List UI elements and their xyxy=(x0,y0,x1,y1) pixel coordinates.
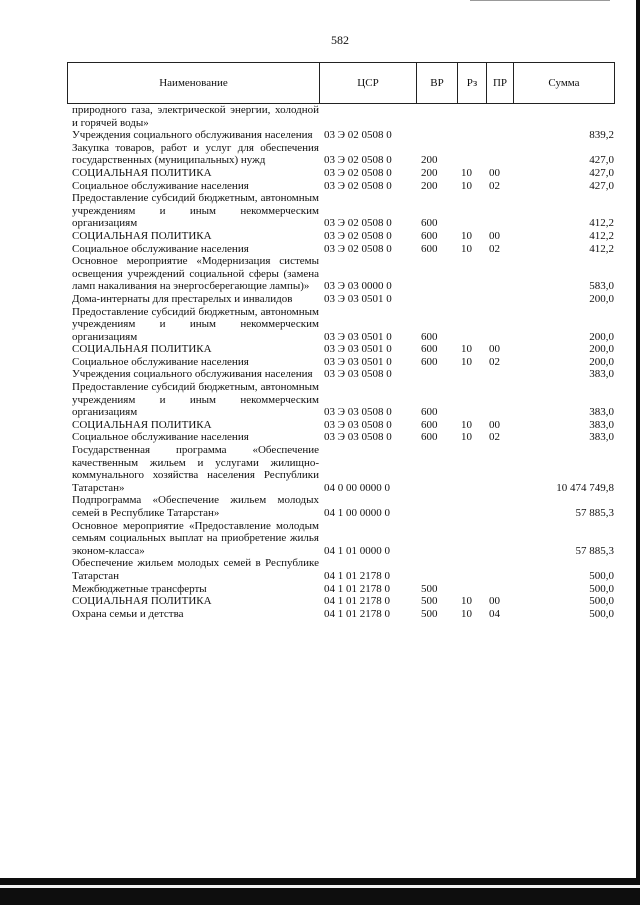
cell-vr xyxy=(416,293,457,306)
cell-rz xyxy=(457,192,486,230)
cell-sum: 839,2 xyxy=(589,129,614,142)
cell-rz xyxy=(457,104,486,129)
cell-sum: 57 885,3 xyxy=(575,544,614,557)
cell-csr: 04 1 01 2178 0 xyxy=(324,569,390,582)
table-header xyxy=(67,62,615,104)
cell-rz xyxy=(457,520,486,558)
cell-csr: 04 0 00 0000 0 xyxy=(324,481,390,494)
cell-vr xyxy=(416,368,457,381)
cell-sum: 383,0 xyxy=(589,406,614,419)
cell-pr: 02 xyxy=(489,355,500,368)
cell-sum xyxy=(513,104,614,129)
cell-vr: 600 xyxy=(421,229,438,242)
cell-vr: 200 xyxy=(421,179,438,192)
cell-sum: 200,0 xyxy=(589,292,614,305)
cell-pr: 02 xyxy=(489,242,500,255)
cell-name: Дома-интернаты для престарелых и инвалидов xyxy=(72,292,293,305)
cell-vr: 600 xyxy=(421,343,438,356)
cell-name: СОЦИАЛЬНАЯ ПОЛИТИКА xyxy=(72,595,212,608)
cell-pr xyxy=(486,104,513,129)
cell-rz xyxy=(457,557,486,582)
cell-name: Предоставление субсидий бюджетным, автономным учреждениям и иным некоммерческим организациям xyxy=(72,192,319,230)
cell-vr xyxy=(416,129,457,142)
cell-sum: 383,0 xyxy=(589,368,614,381)
cell-name: СОЦИАЛЬНАЯ ПОЛИТИКА xyxy=(72,229,212,242)
cell-sum: 200,0 xyxy=(589,343,614,356)
cell-csr: 03 Э 02 0508 0 xyxy=(324,217,392,230)
cell-sum: 427,0 xyxy=(589,166,614,179)
table-row xyxy=(67,520,614,558)
cell-pr: 00 xyxy=(489,343,500,356)
cell-sum: 500,0 xyxy=(589,582,614,595)
cell-rz: 10 xyxy=(461,343,472,356)
cell-vr xyxy=(416,520,457,558)
cell-name: СОЦИАЛЬНАЯ ПОЛИТИКА xyxy=(72,418,212,431)
table-row xyxy=(67,180,614,193)
cell-csr: 03 Э 02 0508 0 xyxy=(324,166,392,179)
cell-rz xyxy=(457,381,486,419)
cell-csr: 04 1 00 0000 0 xyxy=(324,507,390,519)
table-row xyxy=(67,431,614,444)
cell-vr: 600 xyxy=(421,406,438,419)
cell-name: Подпрограмма «Обеспечение жильем молодых семей в Республике Татарстан» xyxy=(72,494,319,519)
cell-name: Социальное обслуживание населения xyxy=(72,179,249,192)
cell-rz xyxy=(457,129,486,142)
cell-sum: 583,0 xyxy=(589,280,614,293)
table-row xyxy=(67,306,614,344)
cell-rz xyxy=(457,494,486,519)
header-csr: ЦСР xyxy=(320,63,417,104)
cell-rz xyxy=(457,255,486,293)
table-row xyxy=(67,192,614,230)
cell-name: Социальное обслуживание населения xyxy=(72,355,249,368)
cell-name: Закупка товаров, работ и услуг для обеспечения государственных (муниципальных) нужд xyxy=(72,141,319,167)
cell-csr: 03 Э 03 0501 0 xyxy=(324,355,392,368)
cell-sum: 500,0 xyxy=(589,595,614,608)
cell-sum: 383,0 xyxy=(589,431,614,444)
cell-name: СОЦИАЛЬНАЯ ПОЛИТИКА xyxy=(72,166,212,179)
cell-vr xyxy=(416,444,457,494)
table-header-row xyxy=(68,63,615,104)
cell-pr xyxy=(486,520,513,558)
cell-name: Социальное обслуживание населения xyxy=(72,242,249,255)
header-sum: Сумма xyxy=(514,63,615,104)
cell-sum: 412,2 xyxy=(589,242,614,255)
header-name: Наименование xyxy=(68,63,320,104)
budget-table xyxy=(67,104,614,620)
table-row xyxy=(67,343,614,356)
cell-name: Межбюджетные трансферты xyxy=(72,582,207,595)
cell-rz: 10 xyxy=(461,355,472,368)
scan-bottom-band-gap xyxy=(0,885,640,888)
header-vr: ВР xyxy=(417,63,458,104)
cell-csr: 04 1 01 2178 0 xyxy=(324,607,390,620)
cell-rz: 10 xyxy=(461,431,472,444)
cell-pr: 00 xyxy=(489,418,500,431)
cell-csr: 03 Э 03 0508 0 xyxy=(324,368,392,381)
cell-rz xyxy=(457,444,486,494)
cell-pr xyxy=(486,192,513,230)
table-row xyxy=(67,583,614,596)
cell-vr xyxy=(416,255,457,293)
cell-sum: 412,2 xyxy=(589,217,614,230)
cell-vr: 600 xyxy=(421,418,438,431)
cell-vr: 200 xyxy=(421,166,438,179)
table-row xyxy=(67,595,614,608)
scan-right-edge xyxy=(636,0,640,905)
cell-vr: 200 xyxy=(421,154,438,167)
cell-pr xyxy=(486,381,513,419)
cell-pr: 00 xyxy=(489,229,500,242)
cell-name: Обеспечение жильем молодых семей в Республике Татарстан xyxy=(72,557,319,582)
table-row xyxy=(67,142,614,167)
table-row xyxy=(67,444,614,494)
table-row xyxy=(67,230,614,243)
cell-pr: 02 xyxy=(489,431,500,444)
cell-csr: 03 Э 03 0501 0 xyxy=(324,343,392,356)
cell-rz xyxy=(457,293,486,306)
cell-rz xyxy=(457,368,486,381)
cell-pr xyxy=(486,583,513,596)
scan-bottom-band xyxy=(0,878,640,905)
cell-rz: 10 xyxy=(461,607,472,620)
cell-csr: 03 Э 03 0508 0 xyxy=(324,431,392,444)
cell-vr: 600 xyxy=(421,355,438,368)
cell-csr: 03 Э 02 0508 0 xyxy=(324,179,392,192)
cell-name: Основное мероприятие «Предоставление молодым семьям социальных выплат на приобретение жилья эконом-класса» xyxy=(72,519,319,557)
cell-pr: 04 xyxy=(489,607,500,620)
cell-vr: 500 xyxy=(421,582,438,595)
table-row xyxy=(67,381,614,419)
cell-pr xyxy=(486,306,513,344)
cell-csr xyxy=(319,104,416,129)
cell-name: Учреждения социального обслуживания населения xyxy=(72,368,313,381)
cell-csr: 04 1 01 2178 0 xyxy=(324,582,390,595)
cell-name: природного газа, электрической энергии, холодной и горячей воды» xyxy=(72,104,319,129)
cell-rz xyxy=(457,142,486,167)
cell-vr xyxy=(416,557,457,582)
cell-sum: 412,2 xyxy=(589,229,614,242)
table-row xyxy=(67,104,614,129)
cell-sum: 57 885,3 xyxy=(575,507,614,519)
table-row xyxy=(67,129,614,142)
table-row xyxy=(67,356,614,369)
table-row xyxy=(67,494,614,519)
table-row xyxy=(67,557,614,582)
cell-csr: 03 Э 02 0508 0 xyxy=(324,242,392,255)
cell-sum: 200,0 xyxy=(589,330,614,343)
cell-name: Государственная программа «Обеспечение качественным жильем и услугами жилищно-коммунального хозяйства населения Республики Татарстан» xyxy=(72,444,319,494)
table-row xyxy=(67,255,614,293)
cell-pr xyxy=(486,129,513,142)
cell-csr: 04 1 01 2178 0 xyxy=(324,595,390,608)
header-rz: Рз xyxy=(458,63,487,104)
cell-pr xyxy=(486,255,513,293)
cell-rz: 10 xyxy=(461,418,472,431)
table-row xyxy=(67,293,614,306)
cell-rz: 10 xyxy=(461,595,472,608)
cell-csr: 04 1 01 0000 0 xyxy=(324,544,390,557)
cell-pr xyxy=(486,557,513,582)
table-row xyxy=(67,167,614,180)
cell-sum: 500,0 xyxy=(589,607,614,620)
cell-csr: 03 Э 02 0508 0 xyxy=(324,154,392,167)
table-row xyxy=(67,419,614,432)
cell-csr: 03 Э 03 0501 0 xyxy=(324,292,392,305)
cell-rz: 10 xyxy=(461,229,472,242)
cell-pr xyxy=(486,293,513,306)
cell-csr: 03 Э 03 0508 0 xyxy=(324,418,392,431)
cell-csr: 03 Э 02 0508 0 xyxy=(324,129,392,142)
cell-pr xyxy=(486,494,513,519)
cell-sum: 500,0 xyxy=(589,569,614,582)
cell-rz: 10 xyxy=(461,242,472,255)
cell-rz xyxy=(457,583,486,596)
cell-rz: 10 xyxy=(461,166,472,179)
cell-name: Охрана семьи и детства xyxy=(72,607,184,620)
table-row xyxy=(67,368,614,381)
header-pr: ПР xyxy=(487,63,514,104)
cell-rz xyxy=(457,306,486,344)
cell-csr: 03 Э 03 0000 0 xyxy=(324,280,392,293)
cell-name: Основное мероприятие «Модернизация системы освещения учреждений социальной сферы (замена ламп накаливания на энергосберегающие лампы)» xyxy=(72,255,319,293)
table-row xyxy=(67,243,614,256)
cell-sum: 427,0 xyxy=(589,179,614,192)
cell-csr: 03 Э 03 0508 0 xyxy=(324,406,392,419)
cell-pr xyxy=(486,368,513,381)
cell-csr: 03 Э 03 0501 0 xyxy=(324,330,392,343)
cell-name: Социальное обслуживание населения xyxy=(72,431,249,444)
cell-name: Предоставление субсидий бюджетным, автономным учреждениям и иным некоммерческим организациям xyxy=(72,305,319,343)
page-number: 582 xyxy=(331,33,349,47)
cell-name: СОЦИАЛЬНАЯ ПОЛИТИКА xyxy=(72,343,212,356)
cell-rz: 10 xyxy=(461,179,472,192)
cell-pr: 00 xyxy=(489,166,500,179)
cell-sum: 383,0 xyxy=(589,418,614,431)
table-row xyxy=(67,608,614,621)
cell-sum: 200,0 xyxy=(589,355,614,368)
cell-vr xyxy=(416,104,457,129)
cell-vr: 600 xyxy=(421,217,438,230)
cell-name: Предоставление субсидий бюджетным, автономным учреждениям и иным некоммерческим организациям xyxy=(72,381,319,419)
cell-pr: 02 xyxy=(489,179,500,192)
cell-vr: 600 xyxy=(421,242,438,255)
cell-pr xyxy=(486,142,513,167)
scan-edge-line xyxy=(470,0,610,1)
cell-sum: 427,0 xyxy=(589,154,614,167)
cell-vr: 500 xyxy=(421,595,438,608)
cell-csr: 03 Э 02 0508 0 xyxy=(324,229,392,242)
cell-pr: 00 xyxy=(489,595,500,608)
cell-name: Учреждения социального обслуживания населения xyxy=(72,129,313,142)
cell-pr xyxy=(486,444,513,494)
cell-vr: 600 xyxy=(421,330,438,343)
cell-vr: 500 xyxy=(421,607,438,620)
cell-vr: 600 xyxy=(421,431,438,444)
cell-sum: 10 474 749,8 xyxy=(556,481,614,494)
cell-vr xyxy=(416,494,457,519)
